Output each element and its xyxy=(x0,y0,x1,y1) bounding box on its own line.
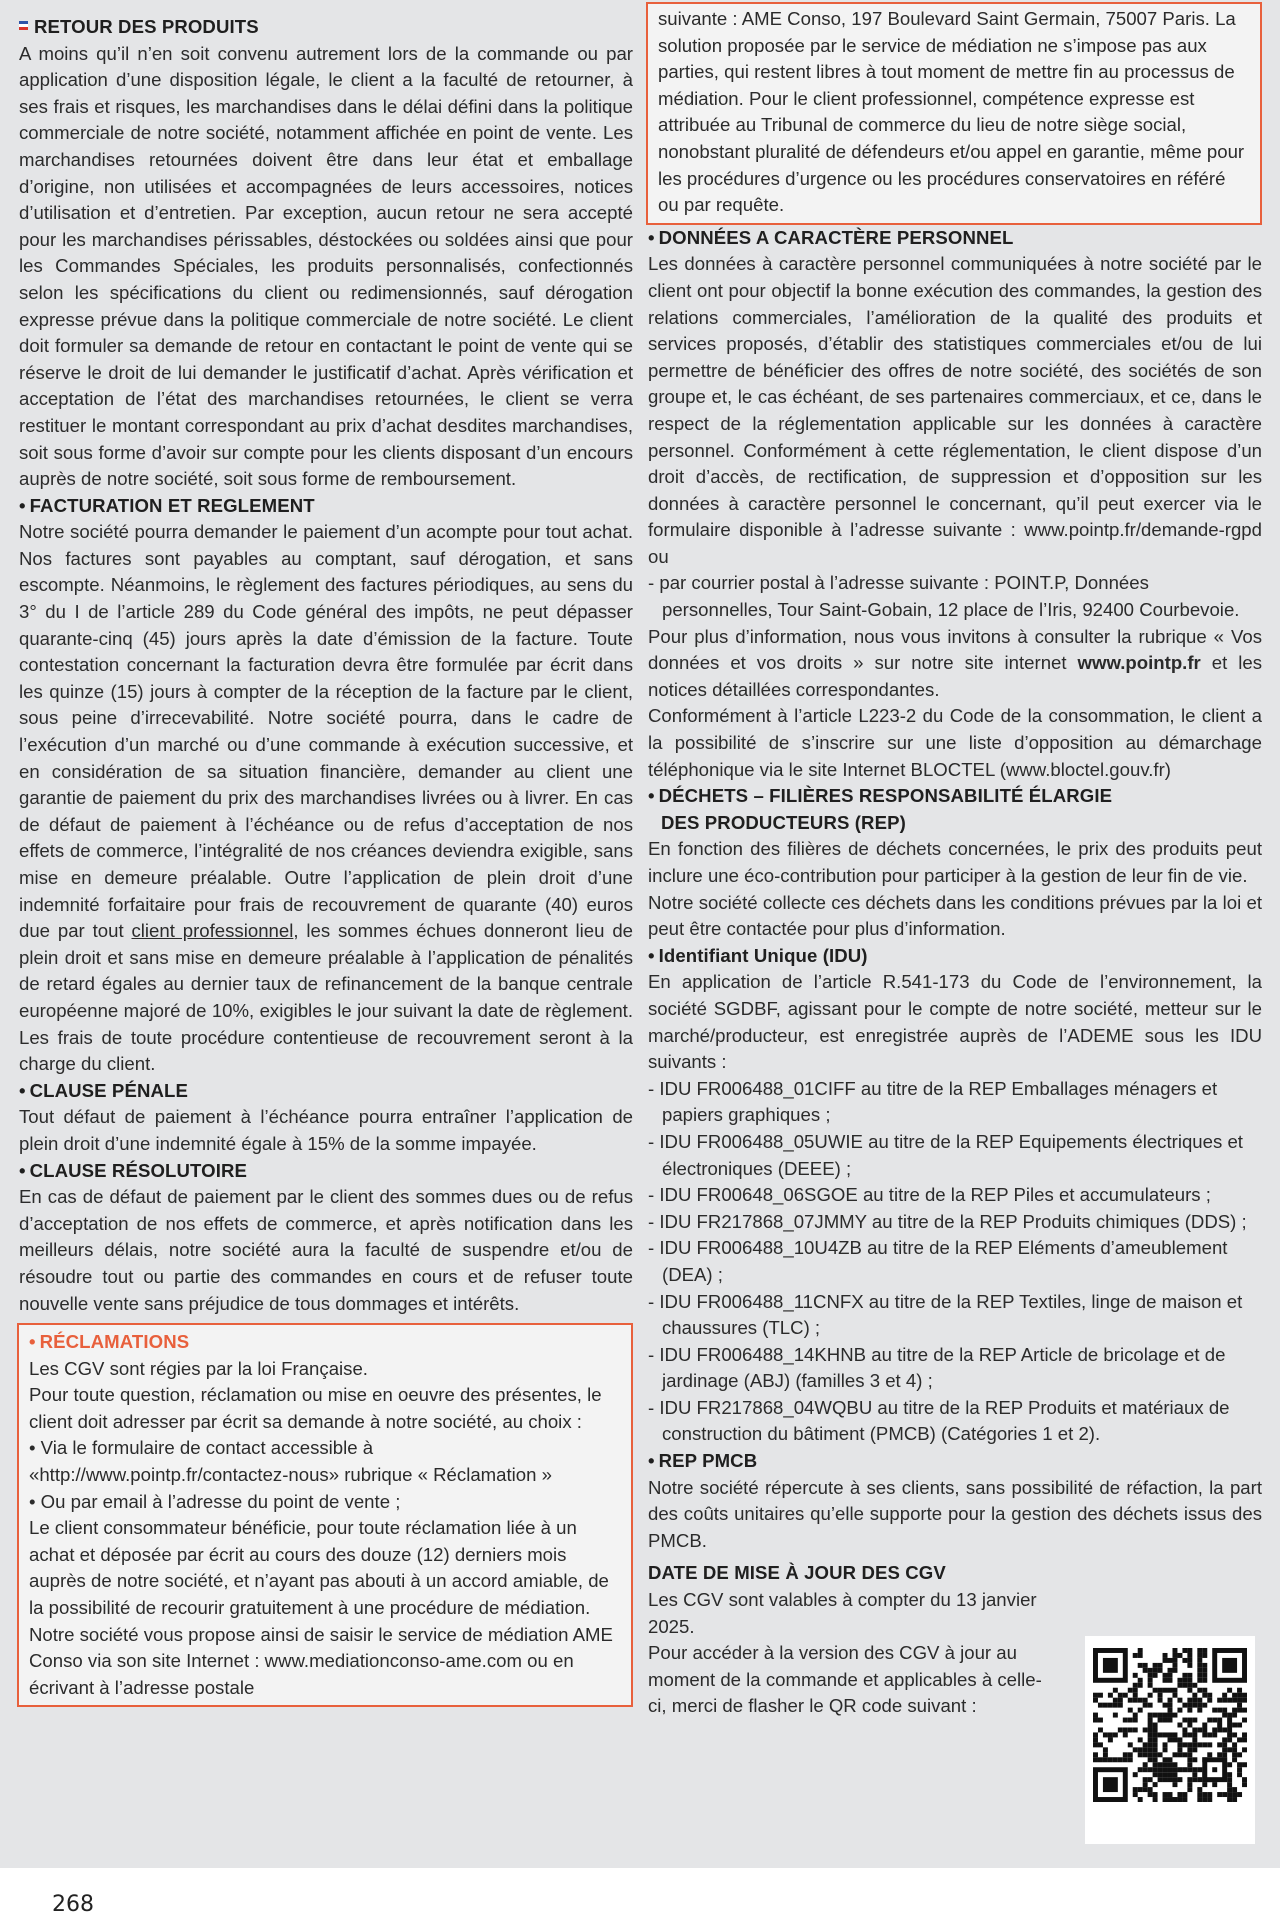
maj-text-1: Les CGV sont valables à compter du 13 janvier 2025. xyxy=(648,1589,1037,1637)
mediation-box xyxy=(646,2,1262,225)
pmcb-text: Notre société répercute à ses clients, sans possibilité de réfaction, la part des coûts unitaires qu’elle supporte pour la gestion des déchets issus des PMCB. xyxy=(648,1476,1262,1551)
donnees-postal: - par courrier postal à l’adresse suivante : POINT.P, Données personnelles, Tour Saint-Gobain, 12 place de l’Iris, 92400 Courbevoie. xyxy=(648,572,1240,621)
penale-text: Tout défaut de paiement à l’échéance pourra entraîner l’application de plein droit d’une indemnité égale à 15% de la somme impayée. xyxy=(19,1106,633,1154)
page-number: 268 xyxy=(52,1892,94,1917)
idu-text: En application de l’article R.541-173 du Code de l’environnement, la société SGDBF, agissant pour le compte de notre société, metteur sur le marché/producteur, est enregistrée auprès de l’ADEME sous les IDU suivants : xyxy=(648,971,1262,1073)
reclamations-line: • Ou par email à l’adresse du point de vente ; xyxy=(29,1490,401,1512)
idu-item: - IDU FR006488_01CIFF au titre de la REP Emballages ménagers et papiers graphiques ; xyxy=(648,1077,1218,1126)
flag-icon xyxy=(19,21,28,30)
section-title-donnees: • DONNÉES A CARACTÈRE PERSONNEL xyxy=(648,226,1014,248)
right-column xyxy=(648,8,1263,1720)
mediation-text: suivante : AME Conso, 197 Boulevard Saint Germain, 75007 Paris. La solution proposée par le service de médiation ne s’impose pas aux parties, qui restent libres à tout moment de mettre fin au processus de médiation. Pour le client professionnel, compétence expresse est attribuée au Tribunal de commerce du lieu de notre siège social, nonobstant pluralité de défendeurs et/ou appel en garantie, même pour les procédures d’urgence ou les procédures conservatoires en référé ou par requête. xyxy=(658,8,1245,216)
retour-text: A moins qu’il n’en soit convenu autrement lors de la commande ou par application d’une disposition légale, le client a la faculté de retourner, à ses frais et risques, les marchandises dans le délai défini dans la politique commerciale de notre société, notamment affichée en point de vente. Les marchandises retournées doivent être dans leur état et emballage d’origine, non utilisées et accompagnées de leurs accessoires, notices d’utilisation et d’entretien. Par exception, aucun retour ne sera accepté pour les marchandises périssables, déstockées ou soldées ainsi que pour les Commandes Spéciales, les produits personnalisés, confectionnés selon les spécifications du client ou redimensionnés, sauf dérogation expresse prévue dans la politique commerciale de notre société. Le client doit formuler sa demande de retour en contactant le point de vente qui se réserve le droit de lui demander le justificatif d’achat. Après vérification et acceptation de l’état des marchandises retournées, le client se verra restituer le montant correspondant au prix d’achat desdites marchandises, soit sous forme d’avoir sur compte pour les clients disposant d’un encours auprès de notre société, soit sous forme de remboursement. xyxy=(19,42,633,490)
reclamations-line: • Via le formulaire de contact accessible à «http://www.pointp.fr/contactez-nous» rubrique « Réclamation » xyxy=(29,1437,552,1486)
facturation-text: Notre société pourra demander le paiement d’un acompte pour tout achat. Nos factures sont payables au comptant, sauf dérogation, et sans escompte. Néanmoins, le règlement des factures périodiques, au sens du 3° du I de l’article 289 du Code général des impôts, ne peut dépasser quarante-cinq (45) jours après la date d’émission de la facture. Toute contestation concernant la facturation devra être formulée par écrit dans les quinze (15) jours à compter de la réception de la facture par le client, sous peine d’irrecevabilité. Notre société pourra, dans le cadre de l’exécution d’un marché ou d’une commande à exécution successive, et en considération de sa situation financière, demander au client une garantie de paiement du prix des marchandises livrées ou à livrer. En cas de défaut de paiement à l’échéance ou de refus d’acceptation de nos effets de commerce, l’intégralité de nos créances deviendra exigible, sans mise en demeure préalable. Outre l’application de plein droit d’une indemnité forfaitaire pour frais de recouvrement de quarante (40) euros due par tout client professionnel, les sommes échues donneront lieu de plein droit et sans mise en demeure préalable à l’application de pénalités de retard égales au dernier taux de refinancement de la banque centrale européenne majoré de 10%, exigibles le jour suivant la date de règlement. Les frais de toute procédure contentieuse de recouvrement seront à la charge du client. xyxy=(19,521,633,1075)
section-title-idu: • Identifiant Unique (IDU) xyxy=(648,944,868,966)
resolutoire-text: En cas de défaut de paiement par le client des sommes dues ou de refus d’acceptation de nos effets de commerce, et après notification dans les meilleurs délais, notre société aura la faculté de suspendre et/ou de résoudre tout ou partie des commandes en cours et de refuser toute nouvelle vente sans préjudice de tous dommages et intérêts. xyxy=(19,1186,633,1314)
donnees-text: Les données à caractère personnel communiquées à notre société par le client ont pour objectif la bonne exécution des commandes, la gestion des relations commerciales, l’amélioration de la qualité des produits et services proposés, d’établir des statistiques commerciales et/ou de lui permettre de bénéficier des offres de notre société, des sociétés de son groupe et, le cas échéant, de ses partenaires commerciaux, et ce, dans le respect de la réglementation applicable sur les données à caractère personnel. Conformément à cette réglementation, le client dispose d’un droit d’accès, de rectification, de suppression et d’opposition sur les données à caractère personnel le concernant, qu’il peut exercer via le formulaire disponible à l’adresse suivante : www.pointp.fr/demande-rgpd ou xyxy=(648,253,1262,567)
idu-item: - IDU FR006488_14KHNB au titre de la REP Article de bricolage et de jardinage (ABJ) (familles 3 et 4) ; xyxy=(648,1343,1226,1392)
dechets-text-1: En fonction des filières de déchets concernées, le prix des produits peut inclure une éco-contribution pour participer à la gestion de leur fin de vie. xyxy=(648,838,1262,886)
section-title-reclamations: • RÉCLAMATIONS xyxy=(29,1331,190,1353)
reclamations-line: Le client consommateur bénéficie, pour toute réclamation liée à un achat et déposée par écrit au cours des douze (12) derniers mois auprès de notre société, et n’ayant pas abouti à un accord amiable, de la possibilité de recourir gratuitement à une procédure de médiation. Notre société vous propose ainsi de saisir le service de médiation AME Conso via son site Internet : www.mediationconso-ame.com ou en écrivant à l’adresse postale xyxy=(29,1517,613,1698)
idu-item: - IDU FR217868_04WQBU au titre de la REP Produits et matériaux de construction du bâtiment (PMCB) (Catégories 1 et 2). xyxy=(648,1396,1230,1445)
idu-item: - IDU FR006488_05UWIE au titre de la REP Equipements électriques et électroniques (DEEE) ; xyxy=(648,1130,1243,1179)
reclamations-line: Les CGV sont régies par la loi Française. xyxy=(29,1357,368,1379)
bloctel-text: Conformément à l’article L223-2 du Code de la consommation, le client a la possibilité de s’inscrire sur une liste d’opposition au démarchage téléphonique via le site Internet BLOCTEL (www.bloctel.gouv.fr) xyxy=(648,705,1262,780)
section-title-maj: DATE DE MISE À JOUR DES CGV xyxy=(648,1562,946,1584)
qr-code-icon xyxy=(1093,1648,1247,1802)
idu-item: - IDU FR006488_10U4ZB au titre de la REP Eléments d’ameublement (DEA) ; xyxy=(648,1237,1228,1285)
section-title-resolutoire: • CLAUSE RÉSOLUTOIRE xyxy=(19,1159,247,1181)
pointp-link: www.pointp.fr xyxy=(1077,652,1201,674)
section-title-facturation: • FACTURATION ET REGLEMENT xyxy=(19,494,315,516)
client-professionnel-link: client professionnel xyxy=(131,920,294,942)
idu-item: - IDU FR00648_06SGOE au titre de la REP Piles et accumulateurs ; xyxy=(648,1184,1211,1206)
reclamations-line: Pour toute question, réclamation ou mise en oeuvre des présentes, le client doit adresser par écrit sa demande à notre société, au choix : xyxy=(29,1384,602,1432)
section-title-pmcb: • REP PMCB xyxy=(648,1450,758,1472)
idu-item: - IDU FR217868_07JMMY au titre de la REP Produits chimiques (DDS) ; xyxy=(648,1210,1247,1232)
reclamations-box xyxy=(17,1323,633,1707)
section-title-dechets: • DÉCHETS – FILIÈRES RESPONSABILITÉ ÉLARGIE DES PRODUCTEURS (REP) xyxy=(648,785,1113,833)
section-title-penale: • CLAUSE PÉNALE xyxy=(19,1079,188,1101)
maj-text-2: Pour accéder à la version des CGV à jour au moment de la commande et applicables à celle-ci, merci de flasher le QR code suivant : xyxy=(648,1642,1042,1717)
left-column xyxy=(19,14,633,1707)
idu-item: - IDU FR006488_11CNFX au titre de la REP Textiles, linge de maison et chaussures (TLC) ; xyxy=(648,1290,1243,1339)
qr-code[interactable] xyxy=(1085,1636,1255,1844)
dechets-text-2: Notre société collecte ces déchets dans les conditions prévues par la loi et peut être contactée pour plus d’information. xyxy=(648,891,1262,940)
donnees-info: Pour plus d’information, nous vous invitons à consulter la rubrique « Vos données et vos droits » sur notre site internet www.pointp.fr et les notices détaillées correspondantes. xyxy=(648,625,1263,700)
section-title-retour: RETOUR DES PRODUITS xyxy=(19,14,633,41)
